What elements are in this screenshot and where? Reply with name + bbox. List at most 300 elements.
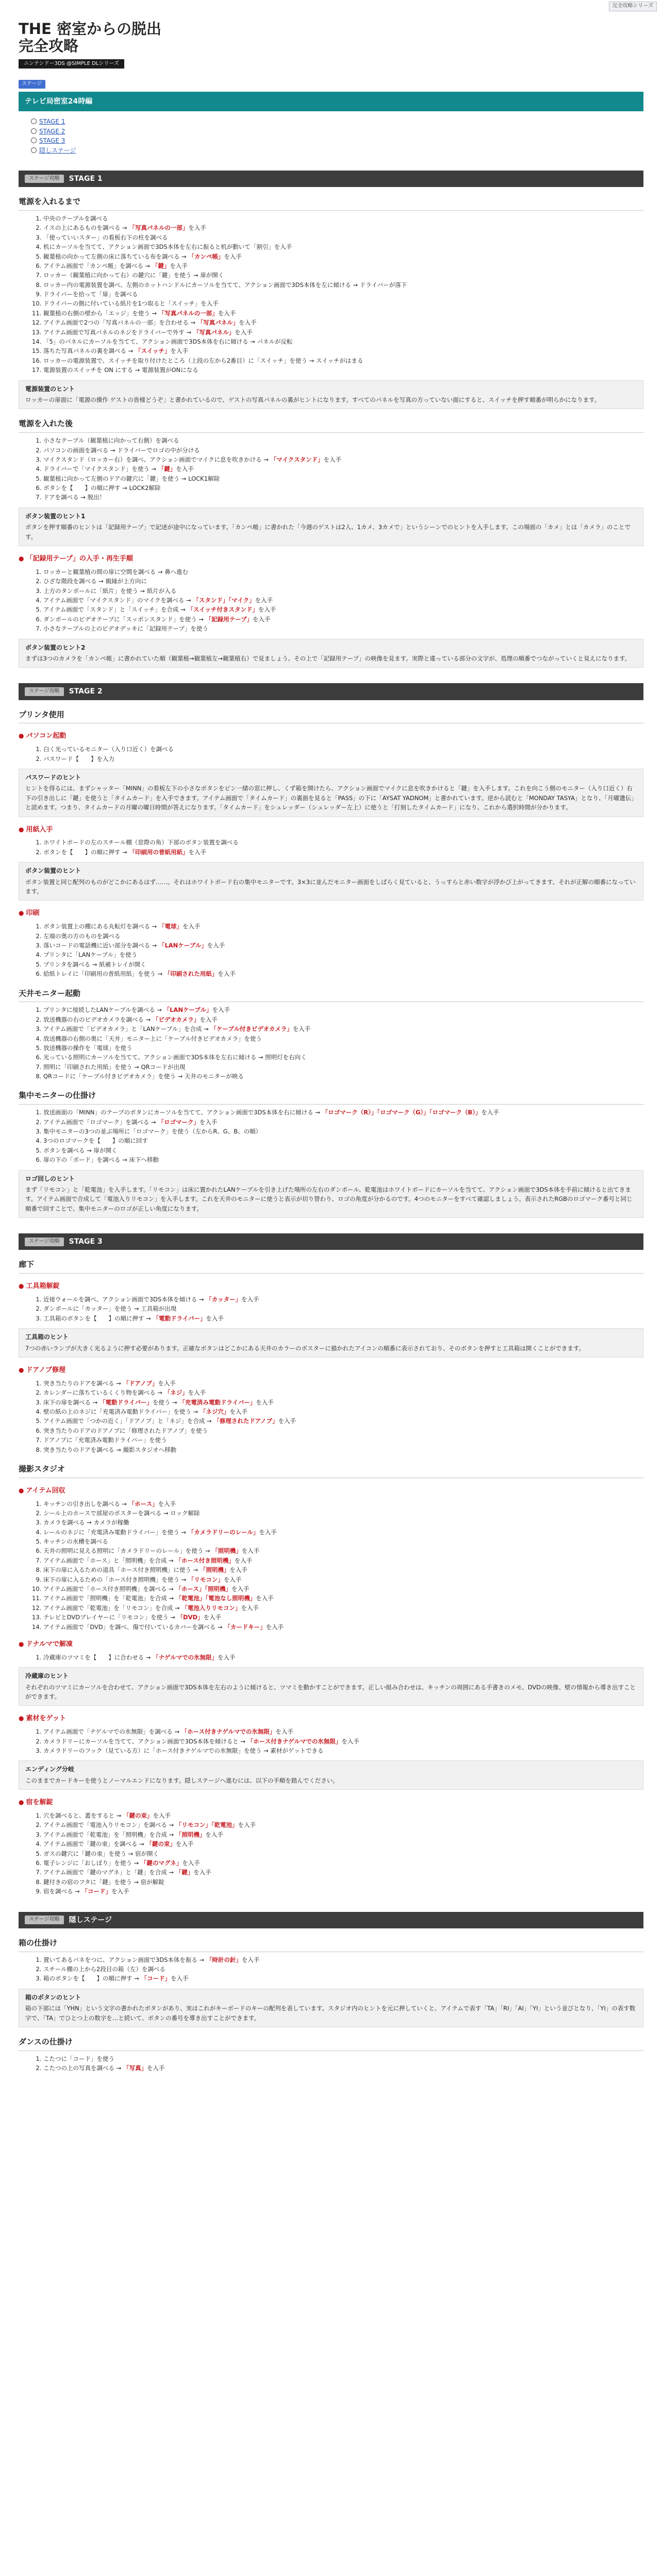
step-list xyxy=(19,436,643,502)
step-text: を入手 xyxy=(170,347,188,355)
item-name: 「鍵」 xyxy=(158,465,176,473)
step-text: を入手 xyxy=(259,1528,277,1536)
step-text: を入手 xyxy=(111,1888,129,1895)
step-item xyxy=(43,1062,643,1072)
step-item xyxy=(43,1811,643,1820)
step-text: キッチンの水槽を調べる xyxy=(43,1538,108,1546)
item-name: 「電動ドライバー」 xyxy=(99,1398,153,1406)
hint-text: まずは3つのカメラを「カンペ帳」に書かれていた順（観葉植→観葉植左→観葉植右）で見ましょう。その上で「記録用テープ」の映像を見ます。実際と違っている部分の文字が、処理の順番でつながっていくと見えになります。 xyxy=(25,654,631,662)
step-text: ドライバーを拾って「扉」を調べる xyxy=(43,291,138,298)
hint-text: それぞれのツマミにカーソルを合わせて、アクション画面で3DS本体を左右のように傾けると、ツマミを動かすことができます。正しい組み合わせは、キッチンの周囲にある手書きのメモ、DVDの映像、壁の情報から導き出すことができます。 xyxy=(25,1683,636,1701)
step-text: を入手 xyxy=(182,923,201,930)
step-text: 扉の下の「ボード」を調べる → 床下へ移動 xyxy=(43,1156,159,1164)
step-text: アイテム画面で「鍵の束」を調べる → xyxy=(43,1840,146,1848)
subsection-label: 素材をゲット xyxy=(26,1715,66,1723)
item-name: 「スタンド」「マイク」 xyxy=(193,597,255,604)
step-item xyxy=(43,1053,643,1062)
step-item xyxy=(43,950,643,959)
step-item xyxy=(43,754,643,764)
step-text: プリンタに接続したLANケーブルを調べる → xyxy=(43,1006,164,1014)
step-item xyxy=(43,1584,643,1594)
step-text: ボタンを【 】の順に押す → LOCK2解除 xyxy=(43,484,161,492)
step-text: を入手 xyxy=(193,1869,211,1876)
step-item xyxy=(43,1136,643,1145)
step-item xyxy=(43,1043,643,1053)
step-item xyxy=(43,577,643,586)
step-item xyxy=(43,1034,643,1043)
step-item xyxy=(43,1445,643,1454)
step-text: を入手 xyxy=(218,309,236,317)
step-text: テレビとDVDプレイヤーに「リモコン」を使う → xyxy=(43,1614,177,1621)
step-text: を入手 xyxy=(241,1604,259,1612)
step-text: を使う → xyxy=(152,1398,179,1406)
step-item xyxy=(43,744,643,754)
stage-name: 隠しステージ xyxy=(69,1916,112,1924)
toc-item xyxy=(31,137,643,145)
item-name: 「写真パネル」 xyxy=(193,328,235,336)
step-item xyxy=(43,922,643,931)
hint-box xyxy=(19,1760,643,1790)
step-text: アイテム画面で「鍵のマグネ」と「鍵」を合成 → xyxy=(43,1869,176,1876)
section-heading: 撮影スタジオ xyxy=(19,1464,643,1478)
step-text: を入手 xyxy=(223,1575,242,1583)
step-text: を入手 xyxy=(229,1566,247,1574)
step-text: 中央のテーブルを調べる xyxy=(43,214,108,222)
step-item xyxy=(43,337,643,346)
step-text: ひざな階段を調べる → 親縁が上方向に xyxy=(43,578,147,585)
stage-name: STAGE 2 xyxy=(69,687,103,696)
step-text: 電源装置のスイッチを ON にする → 電源装置がONになる xyxy=(43,366,198,374)
toc-link[interactable]: STAGE 2 xyxy=(39,127,65,135)
step-item xyxy=(43,1005,643,1014)
step-item xyxy=(43,290,643,299)
step-text: を入手 xyxy=(275,1728,293,1736)
item-name: 「スイッチ」 xyxy=(135,347,171,355)
hint-title: 箱のボタンのヒント xyxy=(25,1993,81,2001)
step-item xyxy=(43,848,643,857)
step-text: 床下の扉に入るための「ホース付き照明機」を使う → xyxy=(43,1575,188,1583)
step-text: 観葉植の右側の壁から「エッジ」を使う → xyxy=(43,309,159,317)
subsection-heading xyxy=(19,1366,643,1376)
step-text: アイテム画面で「つかの近く」「ドアノブ」と「ネジ」を合成 → xyxy=(43,1417,214,1425)
step-text: カメラドリーにカーソルを当てて、アクション画面で3DS本体を傾けると → xyxy=(43,1737,247,1745)
item-name: 「ネジ穴」 xyxy=(200,1408,230,1415)
subsection-label: ドアノブ修理 xyxy=(26,1366,66,1374)
step-item xyxy=(43,233,643,242)
hint-text: 7つの赤いランプが大きく光るように押す必要があります。正確なボタンはどこかにある天井のカラーのポスターに描かれたアイコンの順番に表示されており、そのボタンを押すと工具箱は開くことができます。 xyxy=(25,1344,585,1352)
step-text: ロッカーの電源装置で、スイッチを取り付けたところ（上段の左から2番目）に「スイッチ」を使う → スイッチがはまる xyxy=(43,357,363,364)
step-text: 「使っていいスター」の看板右下の柱を調べる xyxy=(43,233,168,241)
step-text: ドアを調べる → 脱出！ xyxy=(43,494,106,501)
item-name: 「電動ドライバー」 xyxy=(153,1314,206,1322)
stage-chip: ステージ攻略 xyxy=(25,1916,64,1924)
step-text: ガスの鍵穴に「鍵の束」を使う → 宿が開く xyxy=(43,1850,159,1857)
subsection-heading xyxy=(19,909,643,919)
step-text: 箱のボタンを【 】の順に押す → xyxy=(43,1975,141,1982)
step-text: 小さなテーブル（観葉植に向かって右側）を調べる xyxy=(43,437,179,445)
step-item xyxy=(43,1108,643,1117)
step-text: を入手 xyxy=(218,970,236,978)
step-list xyxy=(19,838,643,857)
item-name: 「電球」 xyxy=(158,923,183,930)
step-text: を入手 xyxy=(205,1831,223,1838)
step-list xyxy=(19,1108,643,1164)
step-item xyxy=(43,1877,643,1887)
step-text: を入手 xyxy=(146,2064,165,2072)
hint-title: 冷蔵庫のヒント xyxy=(25,1672,69,1680)
step-item xyxy=(43,1314,643,1323)
stage-header xyxy=(19,1912,643,1928)
step-item xyxy=(43,1653,643,1662)
title-line-2: 完全攻略 xyxy=(19,37,79,55)
step-text: を入手 xyxy=(188,848,206,856)
circle-icon xyxy=(31,128,37,134)
circle-icon xyxy=(31,147,37,153)
section-heading: 電源を入れた後 xyxy=(19,418,643,433)
hint-box xyxy=(19,862,643,901)
step-text: 放送機器の右側の奥に「天井」モニター上に「ケーブル付きビデオカメラ」を使う xyxy=(43,1035,262,1042)
step-list xyxy=(19,214,643,375)
step-text: 観葉植に向かって左側のドアの鍵穴に「鍵」を使う → LOCK1解除 xyxy=(43,474,220,482)
stage-header xyxy=(19,1233,643,1250)
step-text: アイテム画面で「乾電池」を「リモコン」を合成 → xyxy=(43,1604,182,1612)
step-text: ボタン装置上の棚にある丸転灯を調べる → xyxy=(43,923,159,930)
step-item xyxy=(43,1613,643,1622)
step-text: 観葉植の向かって左側の床に落ちている布を調べる → xyxy=(43,252,189,260)
step-text: を入手 xyxy=(258,606,276,614)
section-heading: 箱の仕掛け xyxy=(19,1938,643,1952)
step-item xyxy=(43,1565,643,1574)
category-tag[interactable]: ステージ xyxy=(19,80,45,89)
step-text: こたつの上の写真を調べる → xyxy=(43,2064,123,2072)
step-list xyxy=(19,1005,643,1081)
step-item xyxy=(43,464,643,473)
item-name: 「電池入りリモコン」 xyxy=(181,1604,241,1612)
toc-item xyxy=(31,146,643,155)
step-text: プリンタに「LANケーブル」を使う xyxy=(43,951,138,959)
section-heading: ダンスの仕掛け xyxy=(19,2037,643,2051)
step-item xyxy=(43,1024,643,1033)
stage-chip: ステージ攻略 xyxy=(25,687,64,696)
step-list xyxy=(19,744,643,764)
step-text: 落ちた写真パネルの裏を調べる → xyxy=(43,347,135,355)
step-text: プリンタを調べる → 紙補トレイが開く xyxy=(43,960,146,968)
bullet-icon: ● xyxy=(19,555,24,563)
item-name: 「鍵のマグネ」 xyxy=(140,1859,183,1867)
step-text: こたつに「コード」を使う xyxy=(43,2055,114,2062)
step-text: ロッカーと観葉植の間の扉に空間を調べる → 鼻へ進む xyxy=(43,568,189,575)
step-text: アイテム画面で写真パネルのネジをドライバーで外す → xyxy=(43,328,193,336)
item-name: 「DVD」 xyxy=(177,1614,204,1621)
subsection-label: 印刷 xyxy=(26,909,40,918)
item-name: 「ドアノブ」 xyxy=(123,1379,158,1387)
step-item xyxy=(43,1304,643,1313)
item-name: 「写真パネル」 xyxy=(197,319,239,327)
title-line-1: THE 密室からの脱出 xyxy=(19,20,161,38)
step-text: を入手 xyxy=(241,1956,260,1963)
step-item xyxy=(43,280,643,290)
step-list xyxy=(19,1499,643,1632)
bullet-icon: ● xyxy=(19,732,24,740)
stage-chip: ステージ攻略 xyxy=(25,1238,64,1246)
bullet-icon: ● xyxy=(19,1715,24,1722)
step-list xyxy=(19,567,643,634)
step-text: 鍵付きの宿のフタに「鍵」を使う → 宿が解錠 xyxy=(43,1878,164,1886)
step-text: ロッカー内の電源装置を調べ、左側のホットハンドルにカーソルを当てて、アクション画面で3DS本体を左に傾ける → ドライバーが落下 xyxy=(43,281,407,289)
step-item xyxy=(43,1518,643,1527)
subsection-heading xyxy=(19,1798,643,1808)
section-heading: 廊下 xyxy=(19,1259,643,1274)
step-text: を入手 xyxy=(229,1408,247,1415)
step-text: 宿を調べる → xyxy=(43,1888,82,1895)
step-item xyxy=(43,1127,643,1136)
step-item xyxy=(43,493,643,502)
step-item xyxy=(43,242,643,251)
item-name: 「ロゴマーク」 xyxy=(158,1118,200,1126)
hint-box xyxy=(19,1170,643,1218)
step-item xyxy=(43,615,643,624)
hint-text: ボタン装置と同じ配列のものがどこかにあるはず……。それはホワイトボード右の集中モニターです。3×3に並んだモニター画面をしばらく見ていると、うっすらと赤い数字が浮かび上がってきます。それが正解の順番になっています。 xyxy=(25,878,636,895)
hint-box xyxy=(19,507,643,546)
step-text: を入手 xyxy=(481,1109,499,1116)
item-name: 「コード」 xyxy=(141,1975,171,1982)
step-item xyxy=(43,1746,643,1755)
circle-icon xyxy=(31,138,37,143)
hint-text: ボタンを押す順番のヒントは「記録用テープ」で記述が途中になっています。「カンペ帳」に書かれた「今週のゲストは2人、1カメ、3カメで」というシーンでのヒントを入手します。この場面の「カメ」とは「カメラ」のことです。 xyxy=(25,523,631,540)
step-list xyxy=(19,1955,643,1984)
step-text: カメラを調べる → カメラが稼働 xyxy=(43,1519,129,1527)
step-text: パソコンの画面を調べる → ドライバーでロゴの中が分ける xyxy=(43,446,200,454)
step-text: を入手 xyxy=(212,1006,230,1014)
step-text: を入手 xyxy=(182,1859,200,1867)
item-name: 「ケーブル付きビデオカメラ」 xyxy=(210,1025,293,1033)
toc-link[interactable]: 隠しステージ xyxy=(39,146,76,154)
step-text: 上方のタンボールに「紙片」を使う → 紙片が入る xyxy=(43,587,177,595)
step-text: 近接ウォールを調べ、アクション画面で3DS本体を傾ける → xyxy=(43,1296,206,1303)
step-text: を入手 xyxy=(292,1025,311,1033)
step-item xyxy=(43,455,643,464)
step-text: を入手 xyxy=(175,1840,194,1848)
step-item xyxy=(43,365,643,375)
step-text: を入手 xyxy=(341,1737,359,1745)
step-item xyxy=(43,605,643,614)
hint-title: 工具箱のヒント xyxy=(25,1333,69,1341)
step-text: ドアノブに「充電済み電動ドライバー」を使う xyxy=(43,1436,167,1444)
item-name: 「記録用テープ」 xyxy=(205,615,253,623)
step-list xyxy=(19,1811,643,1896)
hint-box xyxy=(19,1328,643,1358)
item-name: 「ビデオカメラ」 xyxy=(152,1015,200,1023)
step-text: を入手 xyxy=(266,1623,284,1631)
toc-link[interactable]: STAGE 1 xyxy=(39,118,65,126)
step-text: 突き当たりのドアのドアノブに「修理されたドアノブ」を使う xyxy=(43,1427,208,1434)
step-text: を入手 xyxy=(253,615,271,623)
step-item xyxy=(43,1509,643,1518)
bullet-icon: ● xyxy=(19,1282,24,1290)
step-item xyxy=(43,1594,643,1603)
item-name: 「鍵」 xyxy=(152,262,170,269)
step-text: 置いてあるバネをつに、アクション画面で3DS本体を振る → xyxy=(43,1956,206,1963)
step-text: 3つのロゴマークを【 】の順に回す xyxy=(43,1137,148,1145)
subsection-label: アイテム回収 xyxy=(26,1486,65,1495)
step-item xyxy=(43,1435,643,1445)
step-item xyxy=(43,328,643,337)
hint-text: ロッカーの扉面に「電源の操作 ゲストの皆様どうぞ」と書かれているので、ゲストの写真パネルの裏がヒントになります。すべてのパネルを写真の方っていない面にすると、スイッチを押す順番が明らかになります。 xyxy=(25,396,601,403)
table-of-contents xyxy=(19,117,643,155)
item-name: 「ホース付き照明機」 xyxy=(175,1556,235,1564)
step-item xyxy=(43,567,643,577)
step-item xyxy=(43,1295,643,1304)
step-item xyxy=(43,586,643,596)
step-item xyxy=(43,483,643,493)
step-text: を入手 xyxy=(200,1015,218,1023)
step-text: を入手 xyxy=(218,1653,236,1661)
step-text: 給紙トレイに「印刷用の普紙用紙」を使う → xyxy=(43,970,164,978)
step-text: を入手 xyxy=(158,1379,176,1387)
item-name: 「鍵」 xyxy=(175,1869,194,1876)
hint-title: ロゴ回しのヒント xyxy=(25,1175,75,1182)
step-text: 壁の紙の上のネジに「充電済み電動ドライバー」を使う → xyxy=(43,1408,200,1415)
bullet-icon: ● xyxy=(19,1799,24,1806)
item-name: 「カッター」 xyxy=(206,1296,242,1303)
item-name: 「カメラドリーのレール」 xyxy=(188,1528,259,1536)
section-heading: 集中モニターの仕掛け xyxy=(19,1090,643,1105)
step-item xyxy=(43,1727,643,1736)
step-text: を入手 xyxy=(203,1614,222,1621)
step-item xyxy=(43,969,643,978)
step-item xyxy=(43,252,643,261)
step-item xyxy=(43,346,643,355)
step-text: を入手 xyxy=(224,252,242,260)
step-item xyxy=(43,356,643,365)
subsection-heading xyxy=(19,825,643,835)
step-text: を入手 xyxy=(231,1585,250,1593)
step-text: 落いコードの電話機に近い部分を調べる → xyxy=(43,942,159,950)
step-item xyxy=(43,270,643,280)
bullet-icon: ● xyxy=(19,1366,24,1374)
step-item xyxy=(43,1146,643,1155)
step-item xyxy=(43,624,643,633)
toc-item xyxy=(31,117,643,126)
step-item xyxy=(43,1072,643,1081)
step-list xyxy=(19,922,643,978)
step-item xyxy=(43,931,643,941)
step-text: 照明に「印刷された用紙」を使う → QRコードが出現 xyxy=(43,1063,186,1071)
section-heading: 電源を入れるまで xyxy=(19,196,643,211)
step-text: 冷蔵庫のツマミを【 】に合わせる → xyxy=(43,1653,153,1661)
step-item xyxy=(43,2063,643,2073)
step-text: を入手 xyxy=(170,1975,189,1982)
step-text: 左端の奥の方のものを調べる xyxy=(43,932,121,940)
step-text: アイテム画面で2つの「写真パネルの一部」を合わせる → xyxy=(43,319,197,327)
step-text: QRコードに「ケーブル付きビデオカメラ」を使う → 天井のモニターが映る xyxy=(43,1073,244,1080)
hint-text: ヒントを得るには、まずシャッター「MINN」の看板左下の小さなボタンをピン一緒の窓に押し、くず箱を開けたら、アクション画面でマイクに息を吹きかけると「鍵」を入手します。これを向こう側のモニター（入り口近く）右下の引き出しに「鍵」を使うと「タイムカード」を入手できます。アイテム画面で「タイムカード」の裏面を見ると「PASS」の下に「AYSAT YADNOM」と書かれています。逆から読むと「MONDAY TASYA」となり、「月曜遺伝」と読めます。つまり、タイムカードの月曜の曜日時間が答えになります。「タイムカード」をシュレッダー（シュレッダー左上）に使うと「打刻したタイムカード」になり、これから選択時間が分かります。 xyxy=(25,785,635,811)
step-text: 突き当たりのドアを調べる → 撮影スタジオへ移動 xyxy=(43,1446,177,1453)
step-item xyxy=(43,1955,643,1964)
step-text: アイテム画面で「カンペ帳」を調べる → xyxy=(43,262,152,269)
step-text: 集中モニターの3つの並ぶ場所に「ロゴマーク」を使う（左からR、G、B、の順） xyxy=(43,1128,262,1135)
item-name: 「写真パネルの一部」 xyxy=(129,224,189,232)
item-name: 「鍵の束」 xyxy=(146,1840,176,1848)
step-item xyxy=(43,1887,643,1896)
step-text: を入手 xyxy=(256,1398,274,1406)
step-text: を入手 xyxy=(256,1595,274,1602)
step-item xyxy=(43,1830,643,1839)
step-text: 放送画面の「MINN」のテープのボタンにカーソルを当てて、アクション画面で3DS本体を右に傾ける → xyxy=(43,1109,322,1116)
subsection-heading xyxy=(19,1714,643,1724)
step-text: 「5」のパネルにカーソルを当てて、アクション画面で3DS本体を右に傾ける → パネルが反転 xyxy=(43,338,293,346)
step-list xyxy=(19,2054,643,2073)
step-item xyxy=(43,214,643,223)
hint-title: パスワードのヒント xyxy=(25,774,81,782)
step-text: ドライバーで「マイクスタンド」を使う → xyxy=(43,465,158,473)
subsection-label: 宿を解錠 xyxy=(26,1799,53,1807)
step-item xyxy=(43,1858,643,1868)
hint-box xyxy=(19,1667,643,1706)
step-item xyxy=(43,1117,643,1127)
bullet-icon: ● xyxy=(19,909,24,917)
step-text: 床下の扉に入るための道具「ホース付き照明機」に使う → xyxy=(43,1566,200,1574)
step-text: ボタンを調べる → 扉が開く xyxy=(43,1146,118,1154)
step-text: ダンボールのビデオテープに「スッポンスタンド」を使う → xyxy=(43,615,206,623)
item-name: 「カードキー」 xyxy=(224,1623,266,1631)
step-item xyxy=(43,1537,643,1546)
toc-item xyxy=(31,127,643,136)
step-item xyxy=(43,223,643,232)
step-text: アイテム画面で「乾電池」を「照明機」を合成 → xyxy=(43,1831,176,1838)
step-item xyxy=(43,1388,643,1397)
hint-title: ボタン装置のヒント1 xyxy=(25,512,86,520)
step-item xyxy=(43,1499,643,1509)
step-item xyxy=(43,1839,643,1849)
item-name: 「ホース付きナゲルマでの氷無限」 xyxy=(247,1737,342,1745)
step-item xyxy=(43,838,643,847)
page-title xyxy=(19,21,643,55)
bullet-icon: ● xyxy=(19,825,24,833)
section-heading: プリンタ使用 xyxy=(19,709,643,724)
step-text: スチール棚の上から2段目の箱（左）を調べる xyxy=(43,1965,166,1973)
subsection-label: 「記録用テープ」の入手・再生手順 xyxy=(26,555,133,563)
step-text: ドライバーの側に付いている紙片を1つ取ると「スイッチ」を入手 xyxy=(43,300,219,308)
hint-title: エンディング分岐 xyxy=(25,1766,74,1773)
step-item xyxy=(43,1849,643,1858)
stage-header xyxy=(19,171,643,187)
toc-link[interactable]: STAGE 3 xyxy=(39,137,65,145)
hint-title: ボタン装置のヒント2 xyxy=(25,643,86,651)
series-tag: 完全攻略シリーズ xyxy=(609,2,657,11)
step-text: レールのネジに「充電済み電動ドライバー」を使う → xyxy=(43,1528,188,1536)
section-heading: 天井モニター起動 xyxy=(19,988,643,1003)
step-text: を入手 xyxy=(153,1812,171,1820)
step-text: を入手 xyxy=(241,1296,259,1303)
step-item xyxy=(43,1407,643,1416)
step-text: マイクスタンド（ロッカー右）を調べ、アクション画面でマイクに息を吹きかける → xyxy=(43,455,271,463)
step-item xyxy=(43,1868,643,1877)
item-name: 「鍵の束」 xyxy=(123,1812,153,1820)
step-item xyxy=(43,941,643,950)
step-text: パスワード【 】を入力 xyxy=(43,755,114,762)
step-text: を入手 xyxy=(188,1389,206,1397)
step-text: カレンダーに落ちているくくり物を調べる → xyxy=(43,1389,164,1397)
step-item xyxy=(43,261,643,270)
subtitle-bar: ニンテンドー3DS @SIMPLE DLシリーズ xyxy=(19,59,124,69)
step-text: アイテム画面で「スタンド」と「スイッチ」を合成 → xyxy=(43,606,188,614)
step-text: 放送機器の右のビデオカメラを調べる → xyxy=(43,1015,153,1023)
step-list xyxy=(19,1379,643,1454)
step-item xyxy=(43,1737,643,1746)
subsection-label: ドナルマで解凍 xyxy=(26,1640,73,1648)
step-item xyxy=(43,1603,643,1613)
